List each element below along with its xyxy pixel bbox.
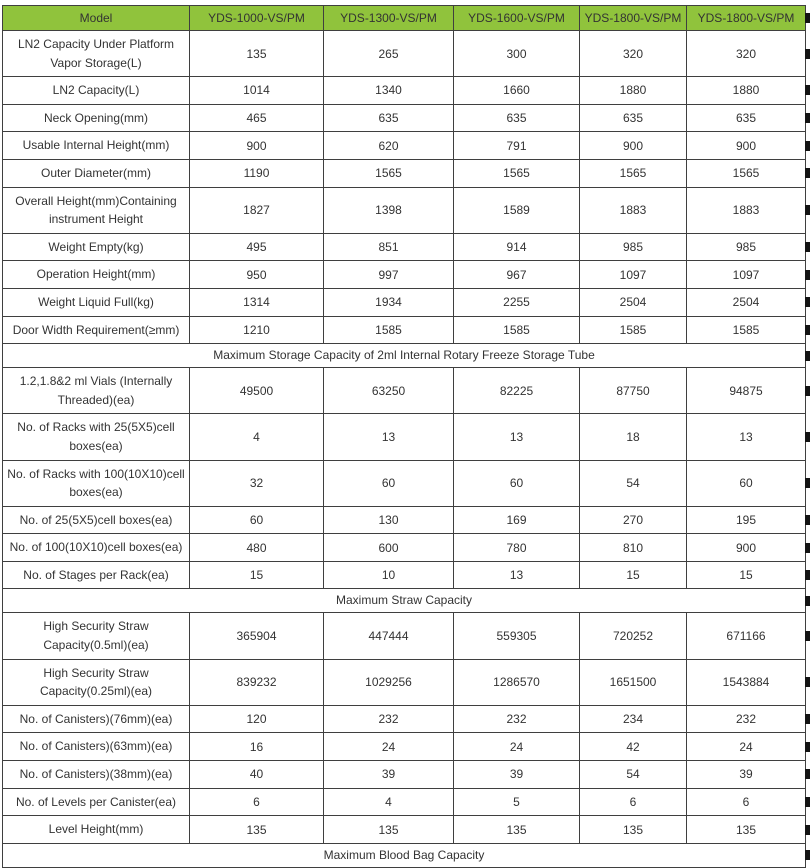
- table-row: [3, 788, 806, 816]
- section-title: Maximum Storage Capacity of 2ml Internal Rotary Freeze Storage Tube: [3, 344, 806, 368]
- value-cell: 2504: [580, 288, 687, 316]
- value-cell: 1934: [324, 288, 454, 316]
- value-cell: 130: [324, 506, 454, 534]
- value-cell: 1565: [687, 159, 806, 187]
- value-cell: 635: [324, 104, 454, 132]
- value-cell: 900: [687, 132, 806, 160]
- section-title: Maximum Blood Bag Capacity: [3, 843, 806, 867]
- value-cell: 169: [454, 506, 580, 534]
- value-cell: 1585: [324, 316, 454, 344]
- table-body: [3, 31, 806, 868]
- value-cell: 600: [324, 534, 454, 562]
- value-cell: 1190: [190, 159, 324, 187]
- table-row: [3, 733, 806, 761]
- value-cell: 1589: [454, 187, 580, 233]
- value-cell: 365904: [190, 613, 324, 659]
- value-cell: 997: [324, 261, 454, 289]
- value-cell: 1543884: [687, 659, 806, 705]
- value-cell: 967: [454, 261, 580, 289]
- row-label: No. of Canisters)(63mm)(ea): [3, 733, 190, 761]
- value-cell: 1210: [190, 316, 324, 344]
- value-cell: 985: [580, 233, 687, 261]
- table-row: [3, 613, 806, 659]
- value-cell: 1097: [580, 261, 687, 289]
- model-column-header: YDS-1600-VS/PM: [454, 6, 580, 31]
- table-row: [3, 316, 806, 344]
- value-cell: 635: [580, 104, 687, 132]
- value-cell: 900: [190, 132, 324, 160]
- value-cell: 635: [454, 104, 580, 132]
- row-label: No. of Racks with 100(10X10)cell boxes(ea): [3, 460, 190, 506]
- value-cell: 10: [324, 561, 454, 589]
- row-label: No. of Racks with 25(5X5)cell boxes(ea): [3, 414, 190, 460]
- value-cell: 32: [190, 460, 324, 506]
- value-cell: 135: [580, 816, 687, 844]
- value-cell: 195: [687, 506, 806, 534]
- value-cell: 120: [190, 705, 324, 733]
- value-cell: 4: [190, 414, 324, 460]
- row-label: Overall Height(mm)Containing instrument Height: [3, 187, 190, 233]
- value-cell: 15: [580, 561, 687, 589]
- model-column-header: YDS-1800-VS/PM: [687, 6, 806, 31]
- value-cell: 270: [580, 506, 687, 534]
- value-cell: 1565: [580, 159, 687, 187]
- table-row: [3, 159, 806, 187]
- row-label: No. of Levels per Canister(ea): [3, 788, 190, 816]
- value-cell: 2504: [687, 288, 806, 316]
- value-cell: 234: [580, 705, 687, 733]
- spec-table: [2, 5, 806, 868]
- value-cell: 87750: [580, 368, 687, 414]
- value-cell: 1314: [190, 288, 324, 316]
- value-cell: 1880: [580, 77, 687, 105]
- row-label: 1.2,1.8&2 ml Vials (Internally Threaded)(ea): [3, 368, 190, 414]
- value-cell: 40: [190, 761, 324, 789]
- value-cell: 1029256: [324, 659, 454, 705]
- table-row: [3, 561, 806, 589]
- value-cell: 1565: [324, 159, 454, 187]
- value-cell: 1880: [687, 77, 806, 105]
- row-label: No. of Stages per Rack(ea): [3, 561, 190, 589]
- section-title-row: [3, 344, 806, 368]
- value-cell: 1097: [687, 261, 806, 289]
- value-cell: 720252: [580, 613, 687, 659]
- value-cell: 18: [580, 414, 687, 460]
- row-label: Level Height(mm): [3, 816, 190, 844]
- row-label: No. of 25(5X5)cell boxes(ea): [3, 506, 190, 534]
- row-label: Operation Height(mm): [3, 261, 190, 289]
- value-cell: 135: [190, 816, 324, 844]
- table-row: [3, 187, 806, 233]
- value-cell: 232: [687, 705, 806, 733]
- table-row: [3, 104, 806, 132]
- value-cell: 1340: [324, 77, 454, 105]
- value-cell: 24: [454, 733, 580, 761]
- section-title-row: [3, 843, 806, 867]
- value-cell: 49500: [190, 368, 324, 414]
- row-label: Outer Diameter(mm): [3, 159, 190, 187]
- value-cell: 15: [687, 561, 806, 589]
- table-row: [3, 761, 806, 789]
- value-cell: 1286570: [454, 659, 580, 705]
- header-row: [3, 6, 806, 31]
- value-cell: 791: [454, 132, 580, 160]
- value-cell: 94875: [687, 368, 806, 414]
- value-cell: 1651500: [580, 659, 687, 705]
- value-cell: 135: [324, 816, 454, 844]
- value-cell: 54: [580, 460, 687, 506]
- value-cell: 6: [190, 788, 324, 816]
- table-row: [3, 368, 806, 414]
- value-cell: 1585: [454, 316, 580, 344]
- value-cell: 82225: [454, 368, 580, 414]
- value-cell: 950: [190, 261, 324, 289]
- value-cell: 15: [190, 561, 324, 589]
- value-cell: 900: [580, 132, 687, 160]
- row-label: High Security Straw Capacity(0.25ml)(ea): [3, 659, 190, 705]
- value-cell: 54: [580, 761, 687, 789]
- value-cell: 265: [324, 31, 454, 77]
- value-cell: 1883: [580, 187, 687, 233]
- value-cell: 465: [190, 104, 324, 132]
- value-cell: 13: [324, 414, 454, 460]
- value-cell: 480: [190, 534, 324, 562]
- value-cell: 24: [324, 733, 454, 761]
- table-row: [3, 288, 806, 316]
- table-row: [3, 77, 806, 105]
- value-cell: 13: [687, 414, 806, 460]
- value-cell: 914: [454, 233, 580, 261]
- value-cell: 320: [687, 31, 806, 77]
- table-row: [3, 705, 806, 733]
- value-cell: 495: [190, 233, 324, 261]
- value-cell: 447444: [324, 613, 454, 659]
- value-cell: 6: [580, 788, 687, 816]
- value-cell: 232: [454, 705, 580, 733]
- value-cell: 1565: [454, 159, 580, 187]
- value-cell: 320: [580, 31, 687, 77]
- value-cell: 900: [687, 534, 806, 562]
- model-header-cell: Model: [3, 6, 190, 31]
- value-cell: 2255: [454, 288, 580, 316]
- value-cell: 1660: [454, 77, 580, 105]
- value-cell: 1827: [190, 187, 324, 233]
- value-cell: 985: [687, 233, 806, 261]
- section-title-row: [3, 589, 806, 613]
- value-cell: 232: [324, 705, 454, 733]
- value-cell: 780: [454, 534, 580, 562]
- row-label: Neck Opening(mm): [3, 104, 190, 132]
- value-cell: 39: [454, 761, 580, 789]
- value-cell: 1883: [687, 187, 806, 233]
- value-cell: 39: [324, 761, 454, 789]
- table-row: [3, 414, 806, 460]
- row-label: Door Width Requirement(≥mm): [3, 316, 190, 344]
- table-row: [3, 816, 806, 844]
- value-cell: 60: [454, 460, 580, 506]
- value-cell: 63250: [324, 368, 454, 414]
- model-column-header: YDS-1300-VS/PM: [324, 6, 454, 31]
- value-cell: 1585: [580, 316, 687, 344]
- row-label: No. of Canisters)(38mm)(ea): [3, 761, 190, 789]
- value-cell: 135: [190, 31, 324, 77]
- value-cell: 135: [687, 816, 806, 844]
- value-cell: 300: [454, 31, 580, 77]
- value-cell: 5: [454, 788, 580, 816]
- section-title: Maximum Straw Capacity: [3, 589, 806, 613]
- table-row: [3, 659, 806, 705]
- value-cell: 13: [454, 561, 580, 589]
- value-cell: 4: [324, 788, 454, 816]
- value-cell: 839232: [190, 659, 324, 705]
- value-cell: 635: [687, 104, 806, 132]
- value-cell: 60: [190, 506, 324, 534]
- table-row: [3, 31, 806, 77]
- model-column-header: YDS-1000-VS/PM: [190, 6, 324, 31]
- table-row: [3, 132, 806, 160]
- value-cell: 13: [454, 414, 580, 460]
- value-cell: 135: [454, 816, 580, 844]
- row-label: LN2 Capacity(L): [3, 77, 190, 105]
- value-cell: 1585: [687, 316, 806, 344]
- table-row: [3, 460, 806, 506]
- row-label: No. of 100(10X10)cell boxes(ea): [3, 534, 190, 562]
- value-cell: 1014: [190, 77, 324, 105]
- value-cell: 810: [580, 534, 687, 562]
- row-label: Weight Empty(kg): [3, 233, 190, 261]
- value-cell: 559305: [454, 613, 580, 659]
- value-cell: 24: [687, 733, 806, 761]
- value-cell: 851: [324, 233, 454, 261]
- table-row: [3, 506, 806, 534]
- value-cell: 42: [580, 733, 687, 761]
- row-label: Usable Internal Height(mm): [3, 132, 190, 160]
- row-label: Weight Liquid Full(kg): [3, 288, 190, 316]
- value-cell: 39: [687, 761, 806, 789]
- value-cell: 60: [687, 460, 806, 506]
- value-cell: 6: [687, 788, 806, 816]
- table-row: [3, 534, 806, 562]
- model-column-header: YDS-1800-VS/PM: [580, 6, 687, 31]
- value-cell: 60: [324, 460, 454, 506]
- table-row: [3, 233, 806, 261]
- value-cell: 671166: [687, 613, 806, 659]
- value-cell: 16: [190, 733, 324, 761]
- row-label: High Security Straw Capacity(0.5ml)(ea): [3, 613, 190, 659]
- row-label: LN2 Capacity Under Platform Vapor Storage(L): [3, 31, 190, 77]
- row-label: No. of Canisters)(76mm)(ea): [3, 705, 190, 733]
- table-row: [3, 261, 806, 289]
- value-cell: 620: [324, 132, 454, 160]
- value-cell: 1398: [324, 187, 454, 233]
